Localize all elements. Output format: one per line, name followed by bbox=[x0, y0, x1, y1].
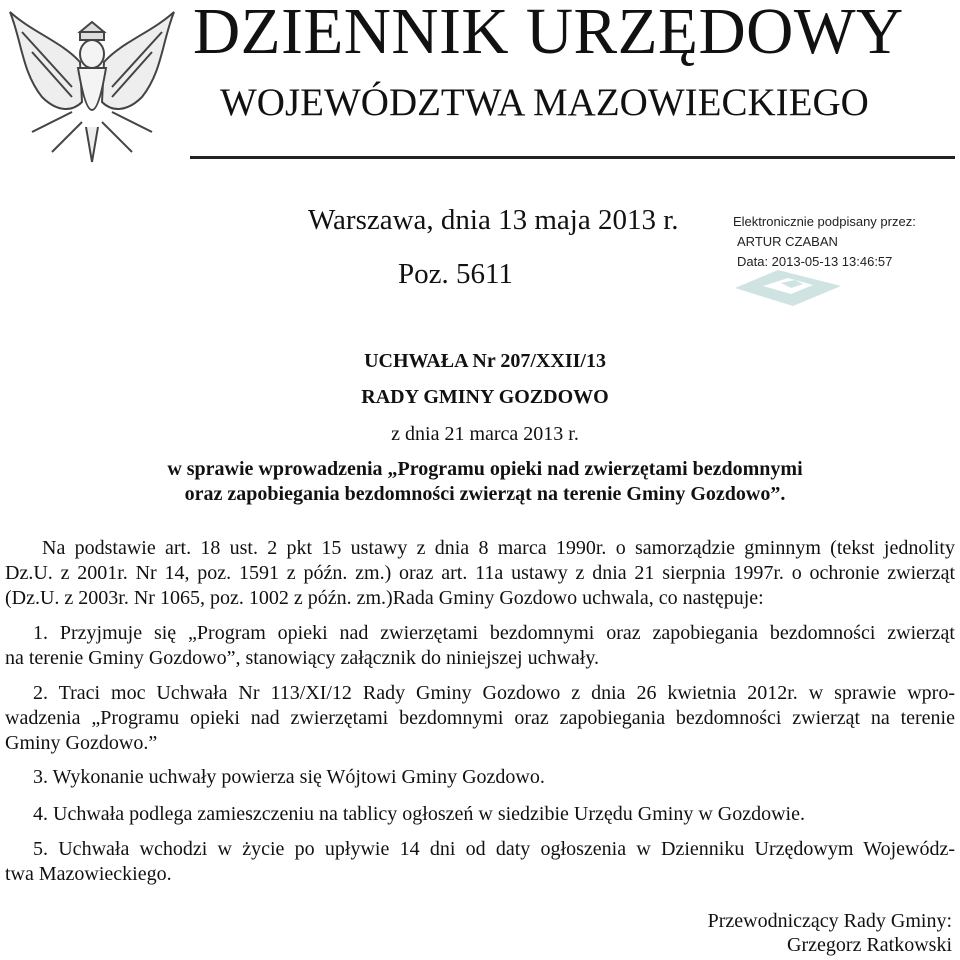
paragraph-2-line: 2. Traci moc Uchwała Nr 113/XI/12 Rady Gminy Gozdowo z dnia 26 kwietnia 2012r. w sprawie wpro- bbox=[33, 682, 955, 704]
paragraph-2-line: Gminy Gozdowo.” bbox=[5, 732, 158, 754]
resolution-council: RADY GMINY GOZDOWO bbox=[361, 386, 609, 408]
journal-subtitle: WOJEWÓDZTWA MAZOWIECKIEGO bbox=[220, 81, 869, 124]
electronic-signature bbox=[733, 212, 916, 272]
signatory-name: Grzegorz Ratkowski bbox=[787, 934, 952, 956]
paragraph-4: 4. Uchwała podlega zamieszczeniu na tablicy ogłoszeń w siedzibie Urzędu Gminy w Gozdowie. bbox=[33, 803, 805, 825]
polish-eagle-emblem-icon bbox=[2, 2, 182, 172]
preamble-line: Dz.U. z 2001r. Nr 14, poz. 1591 z późn. zm.) oraz art. 11a ustawy z dnia 21 sierpnia 1997r. o ochronie zwierząt bbox=[5, 562, 955, 584]
signature-date: Data: 2013-05-13 13:46:57 bbox=[737, 254, 893, 269]
header-divider bbox=[190, 156, 955, 159]
paragraph-2-line: wadzenia „Programu opieki nad zwierzętami bezdomnymi oraz zapobiegania bezdomności zwierząt na terenie bbox=[5, 707, 955, 729]
paragraph-3: 3. Wykonanie uchwały powierza się Wójtowi Gminy Gozdowo. bbox=[33, 766, 545, 788]
resolution-subject-line: w sprawie wprowadzenia „Programu opieki nad zwierzętami bezdomnymi bbox=[167, 458, 803, 480]
preamble-line: Na podstawie art. 18 ust. 2 pkt 15 ustawy z dnia 8 marca 1990r. o samorządzie gminnym (tekst jednolity bbox=[42, 537, 955, 559]
paragraph-1-line: na terenie Gminy Gozdowo”, stanowiący załącznik do niniejszej uchwały. bbox=[5, 647, 600, 669]
journal-title: DZIENNIK URZĘDOWY bbox=[193, 0, 904, 68]
preamble-line: (Dz.U. z 2003r. Nr 1065, poz. 1002 z późn. zm.)Rada Gminy Gozdowo uchwala, co następuje: bbox=[5, 587, 764, 609]
resolution-subject-line: oraz zapobiegania bezdomności zwierząt na terenie Gminy Gozdowo”. bbox=[184, 483, 786, 505]
resolution-date: z dnia 21 marca 2013 r. bbox=[391, 423, 579, 445]
paragraph-5-line: 5. Uchwała wchodzi w życie po upływie 14 dni od daty ogłoszenia w Dzienniku Urzędowym Wojewódz- bbox=[33, 838, 955, 860]
resolution-title: UCHWAŁA Nr 207/XXII/13 bbox=[364, 350, 606, 372]
signatory-role: Przewodniczący Rady Gminy: bbox=[707, 910, 952, 932]
signature-label: Elektronicznie podpisany przez: bbox=[733, 214, 916, 229]
place-date: Warszawa, dnia 13 maja 2013 r. bbox=[308, 204, 679, 236]
signature-seal-icon bbox=[733, 268, 843, 308]
signature-name: ARTUR CZABAN bbox=[737, 234, 838, 249]
paragraph-5-line: twa Mazowieckiego. bbox=[5, 863, 172, 885]
paragraph-1-line: 1. Przyjmuje się „Program opieki nad zwierzętami bezdomnymi oraz zapobiegania bezdomności zwierząt bbox=[33, 622, 955, 644]
position-number: Poz. 5611 bbox=[398, 258, 513, 290]
